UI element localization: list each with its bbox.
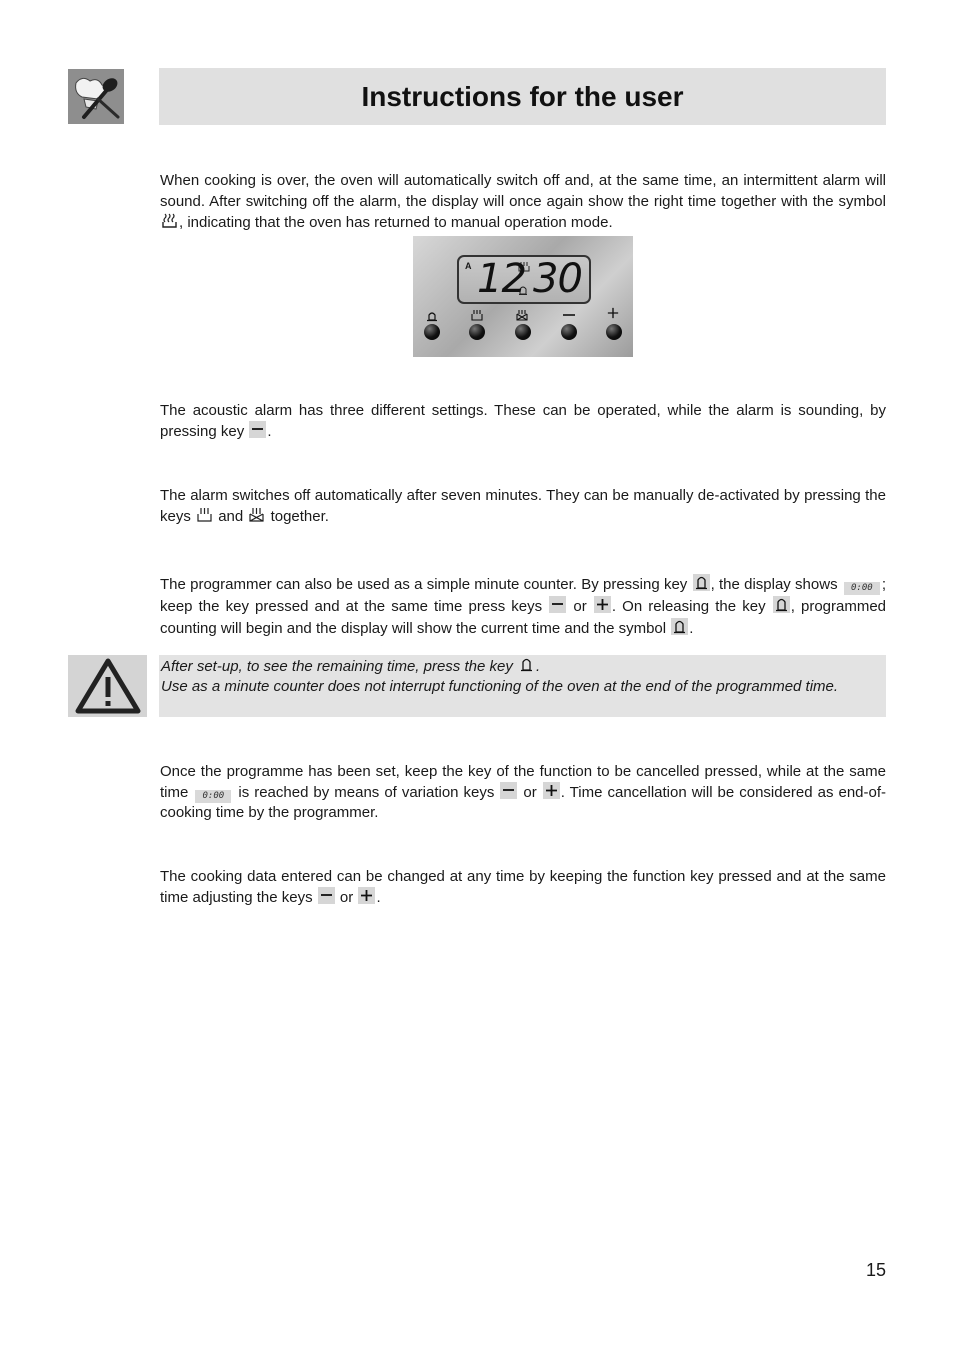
plus-icon bbox=[594, 596, 611, 613]
end-of-cooking-paragraph bbox=[160, 170, 886, 233]
cancellation-paragraph bbox=[160, 762, 886, 823]
display-minutes: 30 bbox=[533, 256, 582, 302]
plus-button[interactable] bbox=[606, 324, 622, 340]
display-hours: 12 bbox=[477, 256, 526, 302]
para4-text-c: ; keep the key pressed and at the same time press keys bbox=[160, 576, 887, 615]
warning-triangle-icon bbox=[68, 655, 147, 717]
bell-icon bbox=[425, 310, 439, 322]
para3-text-b: and bbox=[218, 508, 244, 525]
bell-icon bbox=[693, 574, 710, 591]
bell-icon bbox=[773, 596, 790, 613]
minus-icon bbox=[562, 309, 576, 321]
control-panel-image bbox=[413, 236, 633, 357]
para4-text-f: , programmed counting will begin and the display will show the current time and the symbol bbox=[160, 598, 887, 637]
cooking-icon bbox=[470, 309, 484, 321]
para6-text-a: The cooking data entered can be changed at any time by keeping the function key pressed and at the same time adjusting the keys bbox=[160, 868, 886, 906]
para4-text-d: or bbox=[573, 598, 587, 615]
cooking-off-icon bbox=[515, 309, 529, 321]
plus-icon bbox=[606, 307, 620, 319]
minus-button[interactable] bbox=[561, 324, 577, 340]
para5-text-a: Once the programme has been set, keep the key of the function to be cancelled pressed, while at the same time bbox=[160, 763, 886, 801]
bell-button[interactable] bbox=[424, 324, 440, 340]
minute-counter-paragraph bbox=[160, 574, 886, 640]
para3-text-a: The alarm switches off automatically after seven minutes. They can be manually de-activated by pressing the keys bbox=[160, 487, 886, 525]
para3-text-c: together. bbox=[270, 508, 329, 525]
minus-icon bbox=[500, 782, 517, 799]
minus-icon bbox=[318, 887, 335, 904]
para2-text-b: . bbox=[267, 423, 272, 440]
display-value: 0:00 bbox=[844, 582, 880, 595]
para2-text-a: The acoustic alarm has three different settings. These can be operated, while the alarm is sounding, by pressing key bbox=[160, 402, 886, 440]
para5-text-b: is reached by means of variation keys bbox=[238, 784, 495, 801]
plus-icon bbox=[543, 782, 560, 799]
bell-icon bbox=[671, 618, 688, 635]
minus-icon bbox=[549, 596, 566, 613]
page-title: Instructions for the user bbox=[361, 80, 684, 112]
page-number: 15 bbox=[866, 1260, 887, 1280]
warning-line1-b: . bbox=[536, 658, 541, 675]
title-bar bbox=[159, 68, 886, 125]
para1-text-a: When cooking is over, the oven will automatically switch off and, at the same time, an intermittent alarm will sound. After switching off the alarm, the display will once again show the right time together with the symbol bbox=[160, 172, 886, 210]
change-data-paragraph bbox=[160, 866, 886, 908]
acoustic-alarm-paragraph bbox=[160, 400, 886, 442]
lcd-display bbox=[457, 255, 591, 304]
cooking-button[interactable] bbox=[469, 324, 485, 340]
para4-text-a: The programmer can also be used as a simple minute counter. By pressing key bbox=[160, 576, 688, 593]
para6-text-b: or bbox=[339, 889, 354, 906]
para5-text-c: or bbox=[523, 784, 537, 801]
para6-text-c: . bbox=[376, 889, 381, 906]
para4-text-e: . On releasing the key bbox=[611, 598, 766, 615]
warning-line2: Use as a minute counter does not interrupt functioning of the oven at the end of the programmed time. bbox=[161, 678, 839, 695]
auto-indicator: A bbox=[465, 261, 472, 271]
plus-icon bbox=[358, 887, 375, 904]
bell-icon bbox=[518, 656, 535, 673]
cooking-off-button[interactable] bbox=[515, 324, 531, 340]
cooking-off-icon bbox=[248, 506, 265, 523]
display-value: 0:00 bbox=[195, 790, 231, 803]
para5-text-d: . Time cancellation will be considered as end-of-cooking time by the programmer. bbox=[160, 784, 886, 821]
cooking-icon bbox=[161, 212, 178, 229]
warning-line1-a: After set-up, to see the remaining time, press the key bbox=[161, 658, 513, 675]
chef-spoon-icon bbox=[68, 69, 124, 124]
warning-note-text bbox=[161, 656, 883, 697]
minus-icon bbox=[249, 421, 266, 438]
para1-text-b: , indicating that the oven has returned to manual operation mode. bbox=[179, 214, 613, 231]
cooking-icon bbox=[196, 506, 213, 523]
para4-text-b: , the display shows bbox=[710, 576, 838, 593]
alarm-off-paragraph bbox=[160, 485, 886, 527]
para4-text-g: . bbox=[689, 620, 694, 637]
